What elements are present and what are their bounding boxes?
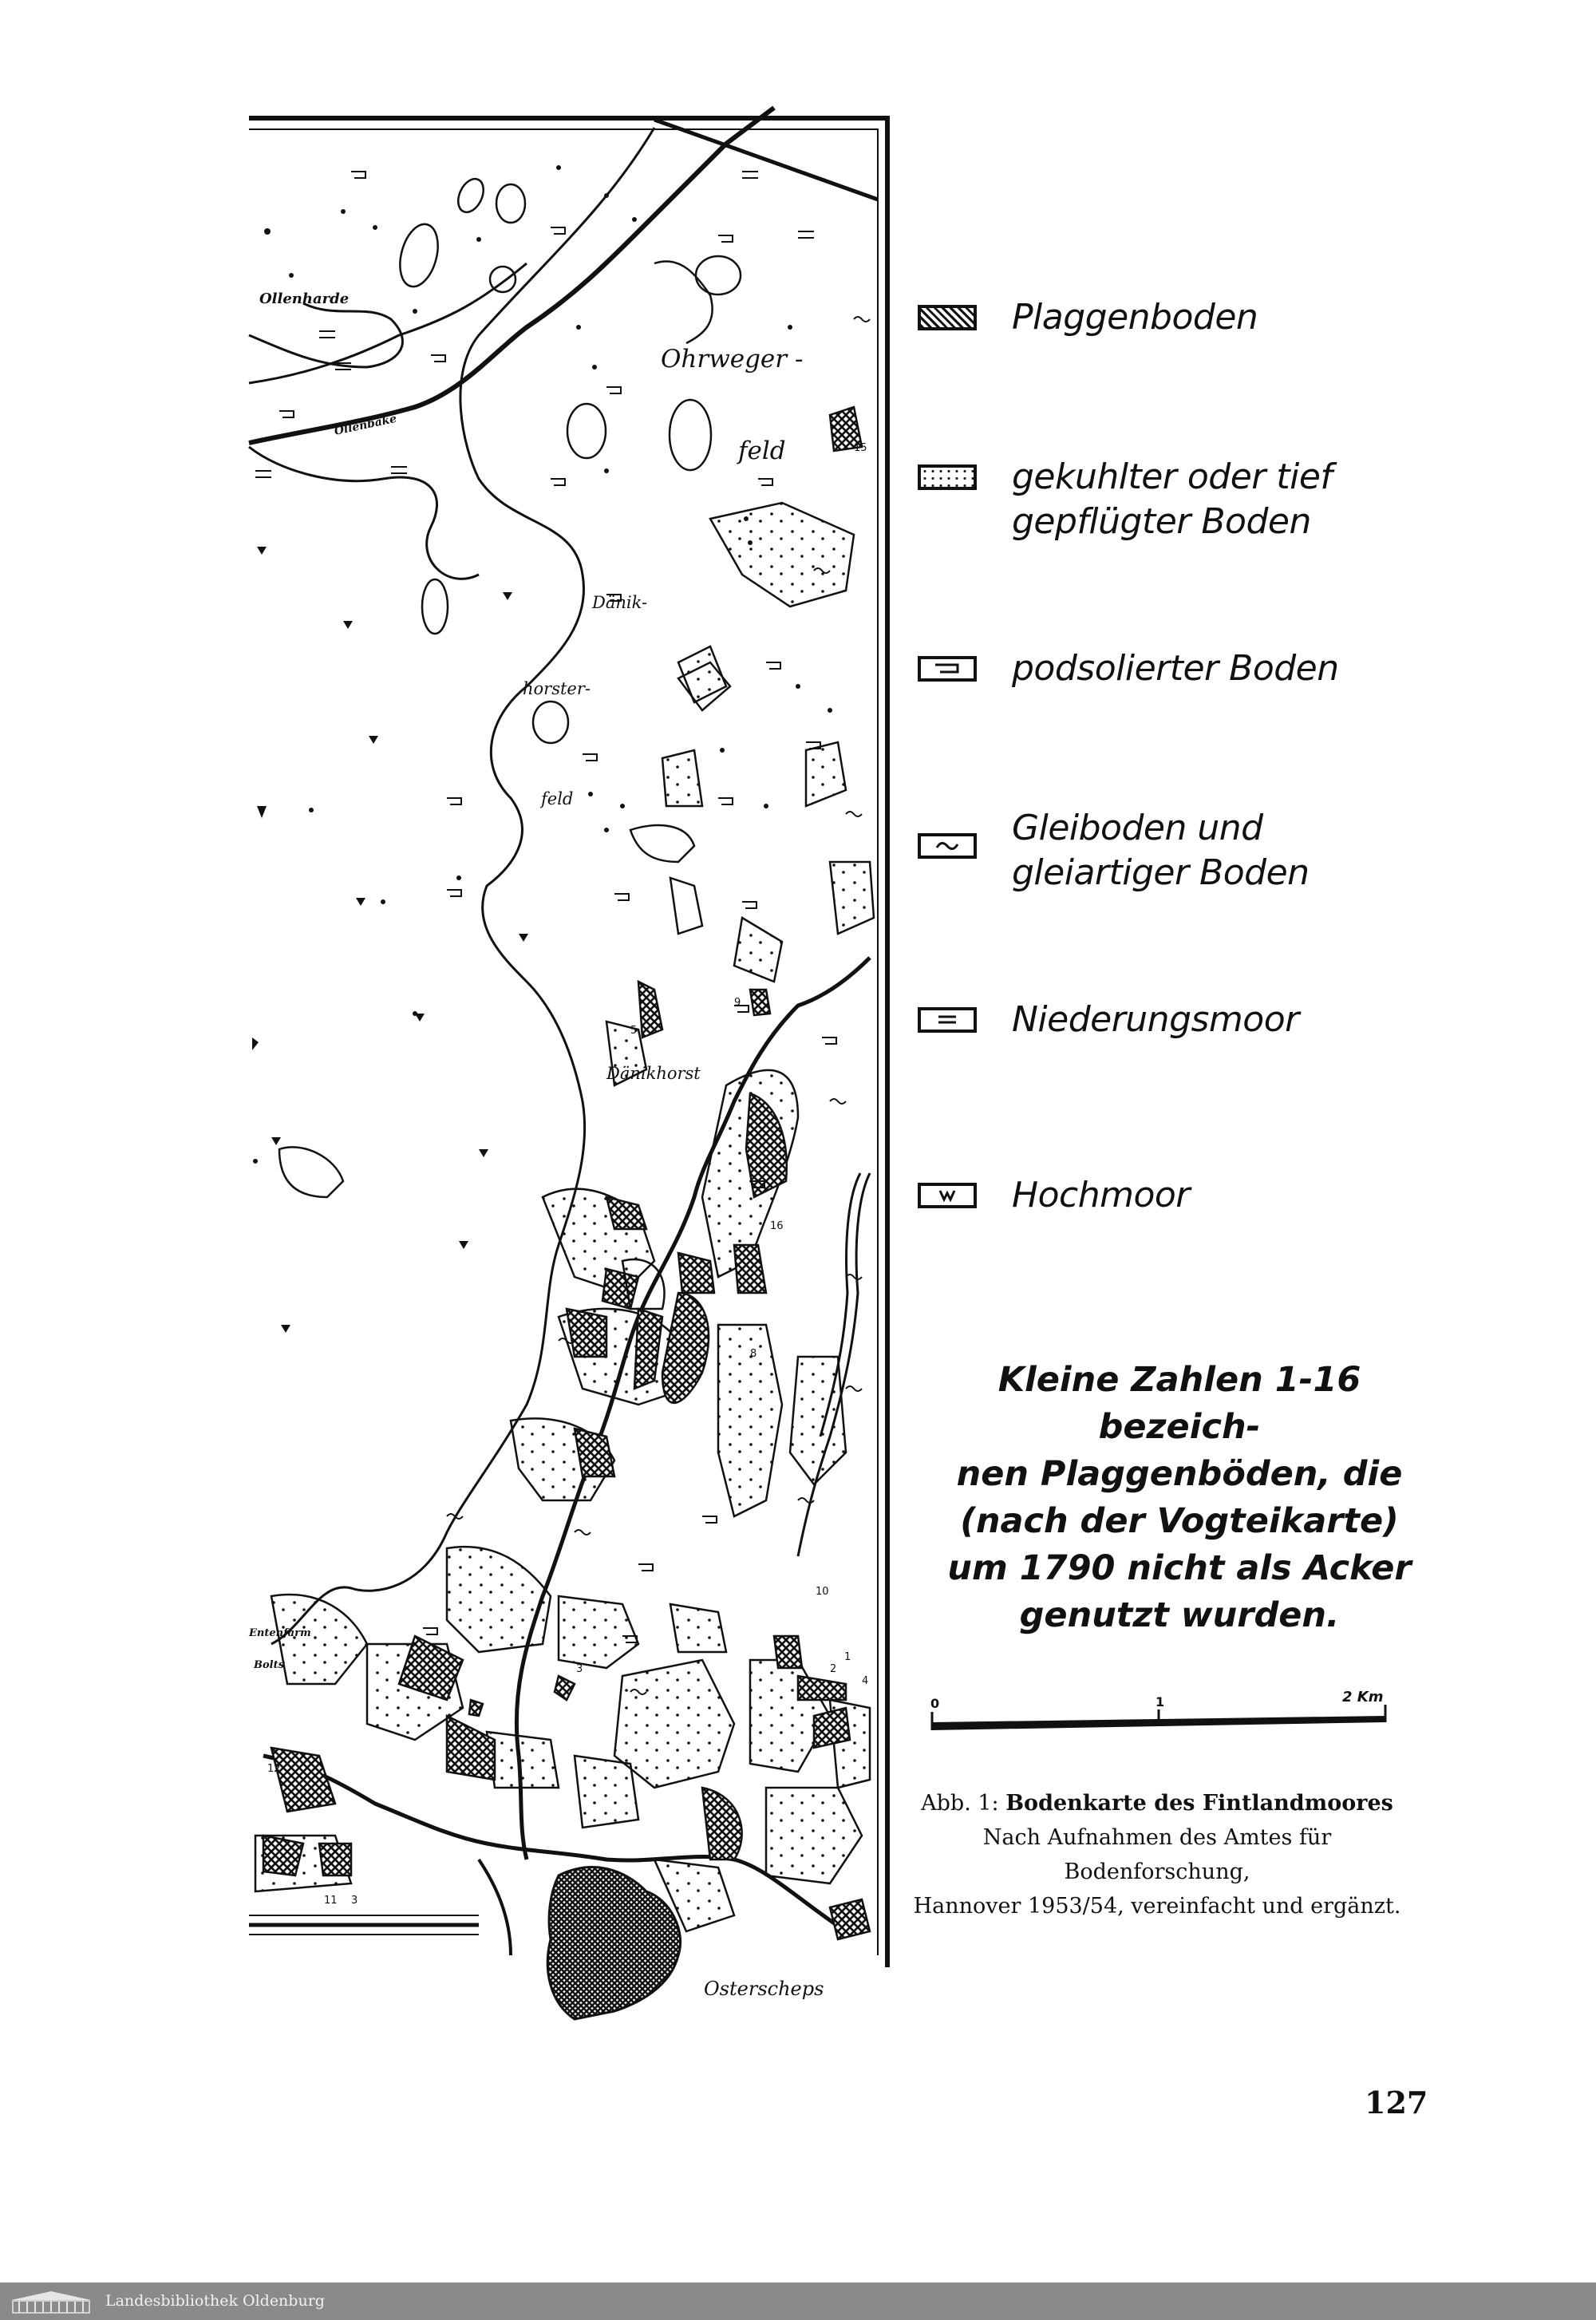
plot-number: 1 <box>844 1651 851 1663</box>
place-osterscheps: Osterscheps <box>704 1978 824 2000</box>
caption-line-3: Bodenforschung, <box>1064 1860 1250 1884</box>
library-footer-bar <box>0 2282 1596 2320</box>
place-ohrweger: Ohrweger - <box>661 345 804 373</box>
plot-number: 2 <box>830 1663 837 1675</box>
legend-label: Niederungsmoor <box>1012 999 1299 1040</box>
place-feld-mid: feld <box>541 789 574 808</box>
page-number: 127 <box>1365 2085 1428 2120</box>
place-entenfarm: Entenfarm <box>249 1627 311 1639</box>
legend-label: Plaggenboden <box>1012 297 1258 338</box>
legend-label: Hochmoor <box>1012 1175 1190 1215</box>
plot-number: 11 <box>324 1895 338 1907</box>
scale-start: 0 <box>930 1696 940 1711</box>
dotted-swatch-icon <box>918 464 977 490</box>
crosshatch-swatch-icon <box>918 305 977 330</box>
plot-number: 3 <box>576 1663 583 1675</box>
legend-item-gleiboden <box>918 806 1310 895</box>
podsol-symbol-icon <box>918 656 977 682</box>
legend-item-gekuhlter <box>918 455 1332 544</box>
caption-title: Bodenkarte des Fintlandmoores <box>1005 1791 1393 1816</box>
caption-line-1 <box>886 1786 1428 1820</box>
caption-prefix: Abb. 1: <box>921 1791 999 1816</box>
hochmoor-symbol-icon <box>918 1183 977 1208</box>
place-danik: Dänik- <box>592 593 648 612</box>
tilde-symbol-icon <box>918 833 977 859</box>
scale-middle: 1 <box>1156 1694 1165 1709</box>
plot-number: 5 <box>630 1025 638 1037</box>
scale-bar <box>930 1689 1385 1730</box>
caption-line-4: Hannover 1953/54, vereinfacht und ergänzt. <box>913 1894 1401 1919</box>
plot-number: 15 <box>854 442 867 454</box>
legend-item-podsol <box>918 646 1339 691</box>
dotted-soil-areas <box>255 503 874 1931</box>
plot-number: 3 <box>351 1895 358 1907</box>
osterscheps-plaggen-area <box>547 1867 680 2019</box>
plot-number: 4 <box>862 1675 869 1687</box>
legend-label: podsolierter Boden <box>1012 648 1339 689</box>
legend-label: gekuhlter oder tief gepflügter Boden <box>1012 456 1333 542</box>
plot-number: 8 <box>750 1348 757 1360</box>
plot-number: 9 <box>734 997 741 1009</box>
plot-number: 16 <box>770 1220 784 1232</box>
scale-end: 2 Km <box>1342 1689 1384 1705</box>
place-ollenbake: Ollenbäke <box>333 412 398 438</box>
place-feld-top: feld <box>738 437 786 465</box>
equals-symbol-icon <box>918 1007 977 1033</box>
legend-item-niederungsmoor <box>918 998 1299 1042</box>
mapped-area-boundary <box>249 128 654 1644</box>
place-danikhorst: Dänikhorst <box>606 1064 701 1083</box>
plot-number: 10 <box>816 1586 829 1598</box>
legend-item-plaggenboden <box>918 295 1258 340</box>
library-name: Landesbibliothek Oldenburg <box>105 2292 325 2310</box>
legend-item-hochmoor <box>918 1173 1190 1218</box>
plot-number-note: Kleine Zahlen 1-16 bezeich- nen Plaggenböden, die (nach der Vogteikarte) um 1790 nicht als Acker genutzt wurden. <box>947 1360 1412 1635</box>
figure-caption <box>886 1786 1428 1923</box>
place-ollenharde: Ollenharde <box>259 290 350 307</box>
place-bolts: Bolts <box>254 1659 284 1671</box>
plot-number: 12 <box>267 1763 281 1775</box>
caption-line-2: Nach Aufnahmen des Amtes für <box>982 1825 1332 1850</box>
library-building-icon <box>8 2289 94 2314</box>
legend-label: Gleiboden und gleiartiger Boden <box>1012 808 1310 893</box>
place-horster: horster- <box>523 679 591 698</box>
